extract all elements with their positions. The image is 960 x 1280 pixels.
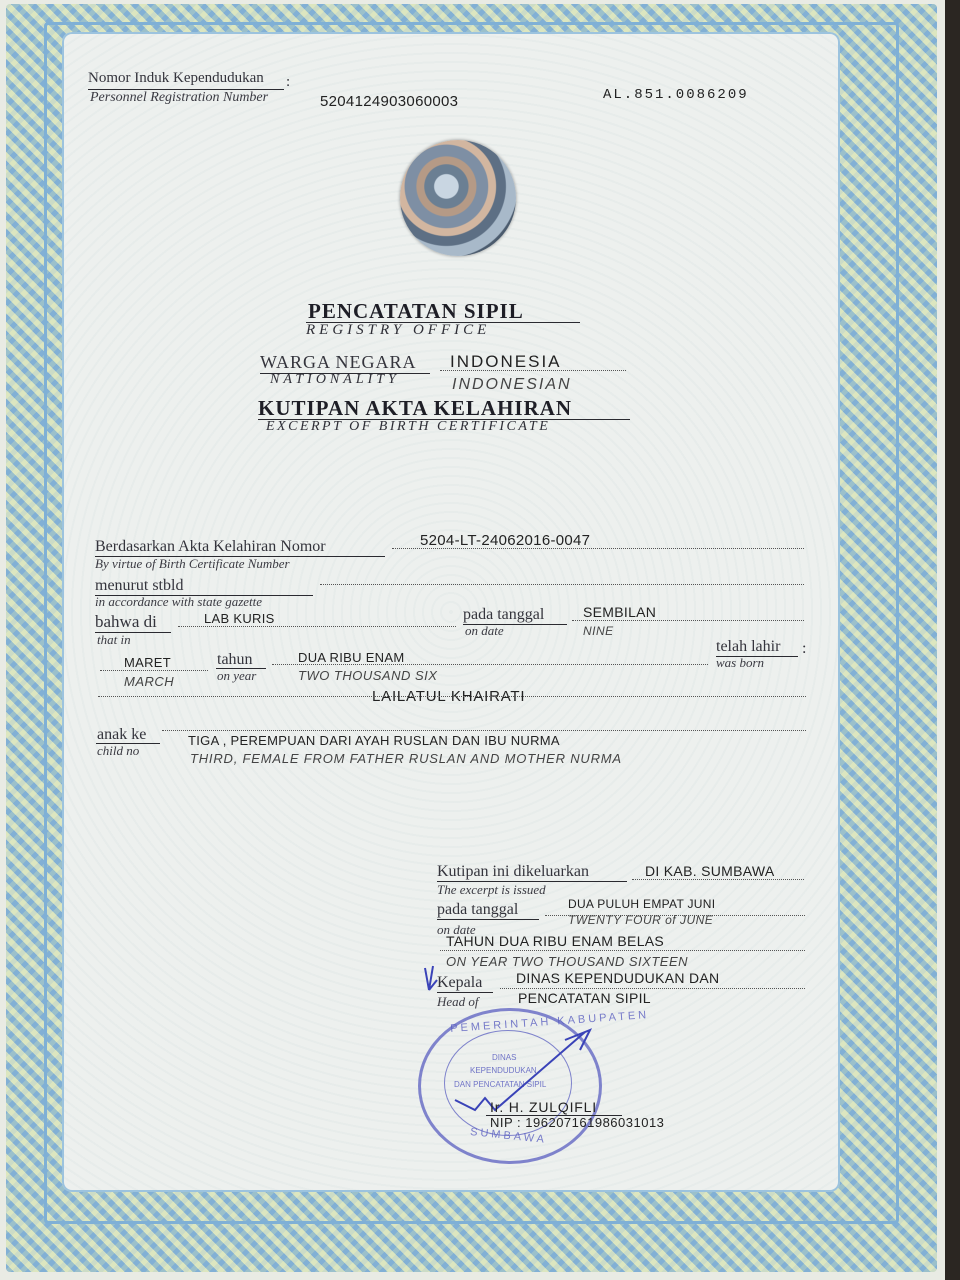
born-label-en: was born [716,655,765,670]
child-no-value-en: THIRD, FEMALE FROM FATHER RUSLAN AND MOTHER NURMA [190,751,622,766]
child-no-value: TIGA , PEREMPUAN DARI AYAH RUSLAN DAN IBU NURMA [188,733,560,748]
stamp-ring-bottom: SUMBAWA [469,1126,548,1146]
stamp-center-2: KEPENDUDUKAN [470,1066,537,1075]
nationality-label: WARGA NEGARA [260,352,417,372]
month-value: MARET [124,655,171,670]
child-name: LAILATUL KHAIRATI [372,688,526,705]
official-name: Ir. H. ZULQIFLI [490,1099,597,1115]
issued-label-en: The excerpt is issued [437,882,546,897]
nationality-value: INDONESIA [450,352,562,371]
year-label-en: on year [217,668,257,683]
head-label: Kepala [437,974,483,991]
nik-value: 5204124903060003 [320,93,459,110]
issue-date-label: pada tanggal [437,901,519,918]
cert-no-label: Berdasarkan Akta Kelahiran Nomor [95,538,326,555]
stamp-center-3: DAN PENCATATAN SIPIL [454,1080,547,1089]
nik-label: Nomor Induk Kependudukan [88,70,264,86]
nationality-value-en: INDONESIAN [452,376,572,393]
stamp-center-1: DINAS [492,1053,517,1062]
place-value: LAB KURIS [204,611,275,626]
issued-label: Kutipan ini dikeluarkan [437,863,589,880]
nik-label-en: Personnel Registration Number [90,90,269,105]
head-label-en: Head of [437,994,479,1009]
date-value-en: NINE [583,624,614,638]
document-title-en: EXCERPT OF BIRTH CERTIFICATE [266,419,551,434]
cert-no-label-en: By virtue of Birth Certificate Number [95,556,290,571]
issue-year-value: TAHUN DUA RIBU ENAM BELAS [446,933,665,949]
date-value: SEMBILAN [583,604,657,620]
year-value-en: TWO THOUSAND SIX [298,668,438,683]
date-label: pada tanggal [463,606,545,623]
office-title: PENCATATAN SIPIL [308,299,524,323]
place-label-en: that in [97,632,131,647]
head-value-2: PENCATATAN SIPIL [518,990,651,1006]
official-nip: NIP : 196207161986031013 [490,1115,665,1130]
place-label: bahwa di [95,612,157,631]
nationality-label-en: NATIONALITY [270,372,400,387]
month-value-en: MARCH [124,674,175,689]
issue-date-value: DUA PULUH EMPAT JUNI [568,897,716,911]
date-label-en: on date [465,623,504,638]
stamp-ring-top: PEMERINTAH KABUPATEN [449,1009,650,1035]
issue-date-value-en: TWENTY FOUR of JUNE [568,913,714,927]
head-value-1: DINAS KEPENDUDUKAN DAN [516,970,720,986]
issue-date-label-en: on date [437,922,476,937]
document-title: KUTIPAN AKTA KELAHIRAN [258,396,573,420]
child-no-label: anak ke [97,726,147,743]
hologram-seal [400,140,516,256]
issue-year-value-en: ON YEAR TWO THOUSAND SIXTEEN [446,954,689,969]
signature-mark [415,950,615,1120]
office-title-en: REGISTRY OFFICE [306,322,491,338]
stbld-label: menurut stbld [95,577,184,594]
child-no-label-en: child no [97,743,140,758]
born-label: telah lahir [716,638,781,655]
nik-colon: : [286,74,291,90]
cert-no-value: 5204-LT-24062016-0047 [420,532,591,549]
year-value: DUA RIBU ENAM [298,650,405,665]
year-label: tahun [217,651,253,668]
serial-number: AL.851.0086209 [603,87,749,103]
stbld-label-en: in accordance with state gazette [95,594,263,609]
issued-place: DI KAB. SUMBAWA [645,863,775,879]
born-colon: : [802,640,807,657]
